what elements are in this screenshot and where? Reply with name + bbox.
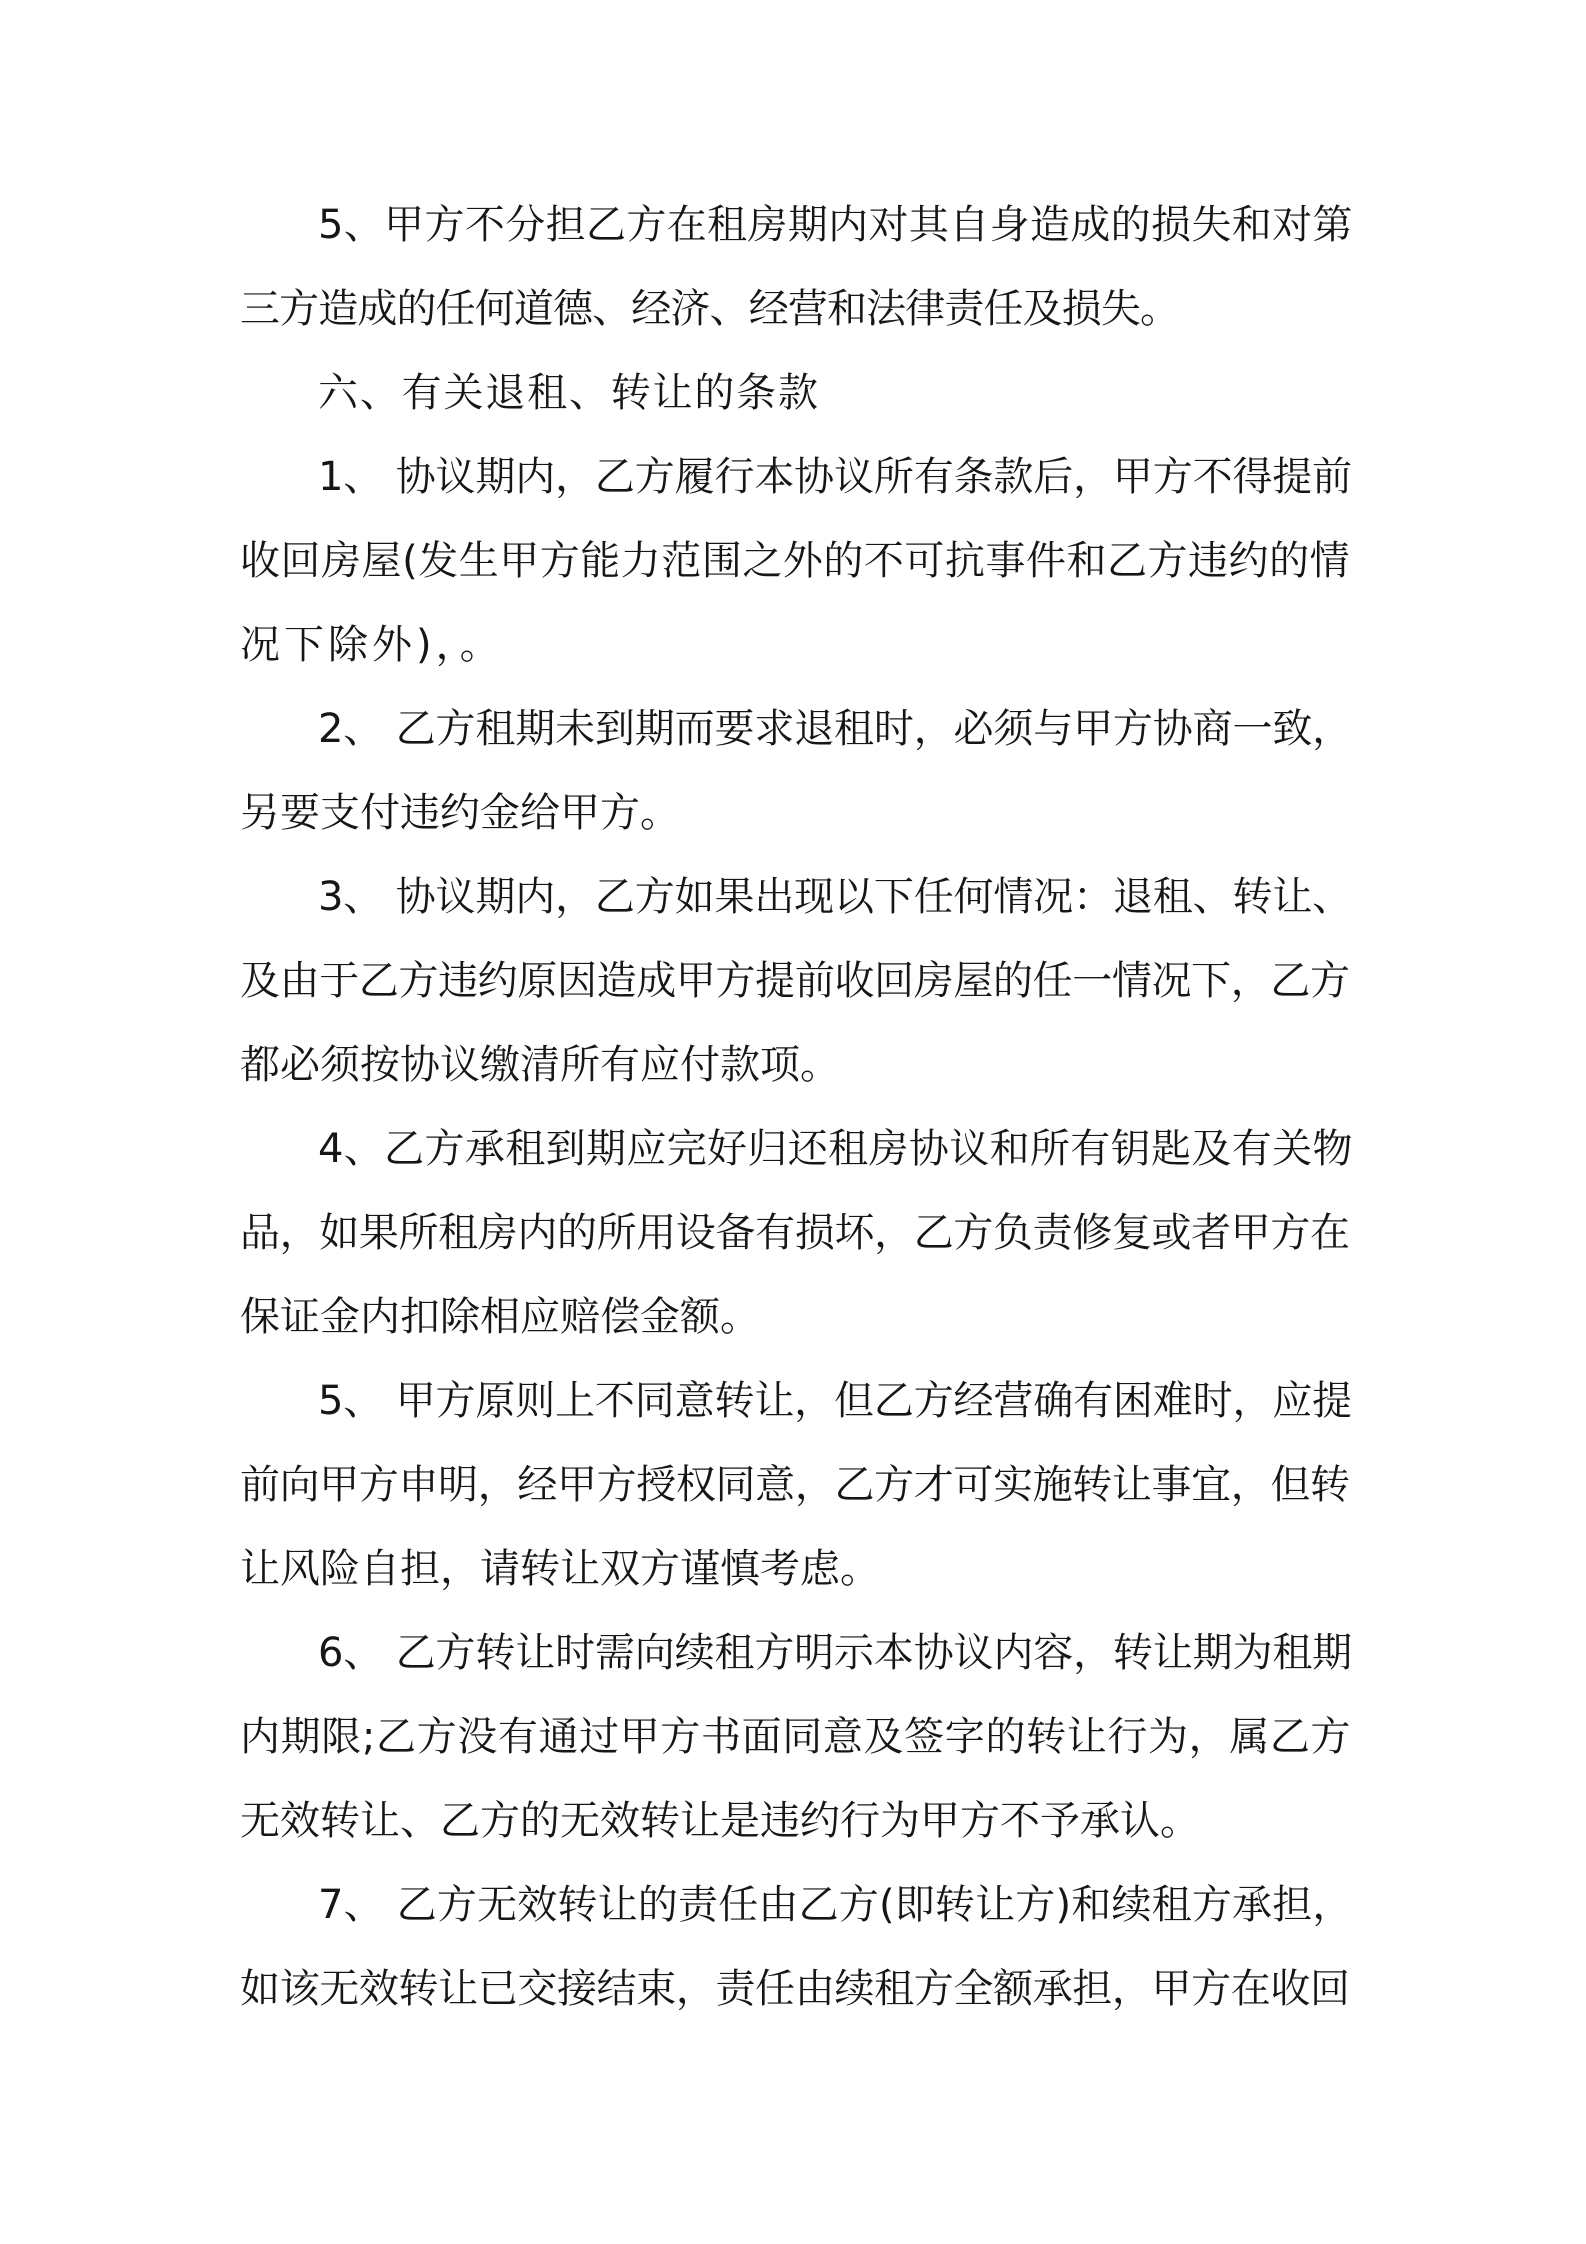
text-line: 3、 协议期内，乙方如果出现以下任何情况：退租、转让、 — [318, 874, 1353, 920]
text-line: 7、 乙方无效转让的责任由乙方(即转让方)和续租方承担， — [318, 1882, 1353, 1928]
section-heading: 六、有关退租、转让的条款 — [318, 370, 820, 416]
text-line: 品，如果所租房内的所用设备有损坏，乙方负责修复或者甲方在 — [240, 1210, 1350, 1256]
text-line: 前向甲方申明，经甲方授权同意，乙方才可实施转让事宜，但转 — [240, 1462, 1350, 1508]
text-line: 6、 乙方转让时需向续租方明示本协议内容，转让期为租期 — [318, 1630, 1353, 1676]
text-line: 无效转让、乙方的无效转让是违约行为甲方不予承认。 — [240, 1798, 1200, 1844]
text-line: 三方造成的任何道德、经济、经营和法律责任及损失。 — [240, 286, 1180, 332]
text-line: 都必须按协议缴清所有应付款项。 — [240, 1042, 840, 1088]
text-line: 保证金内扣除相应赔偿金额。 — [240, 1294, 760, 1340]
text-line: 内期限;乙方没有通过甲方书面同意及签字的转让行为，属乙方 — [240, 1714, 1352, 1760]
text-line: 5、甲方不分担乙方在租房期内对其自身造成的损失和对第 — [318, 202, 1353, 248]
text-line: 如该无效转让已交接结束，责任由续租方全额承担，甲方在收回 — [240, 1966, 1350, 2012]
text-line: 2、 乙方租期未到期而要求退租时，必须与甲方协商一致， — [318, 706, 1353, 752]
text-line: 况下除外)，。 — [240, 622, 504, 668]
text-line: 5、 甲方原则上不同意转让，但乙方经营确有困难时，应提 — [318, 1378, 1353, 1424]
text-line: 收回房屋(发生甲方能力范围之外的不可抗事件和乙方违约的情 — [240, 538, 1351, 584]
text-line: 另要支付违约金给甲方。 — [240, 790, 680, 836]
text-line: 让风险自担，请转让双方谨慎考虑。 — [240, 1546, 880, 1592]
text-line: 4、乙方承租到期应完好归还租房协议和所有钥匙及有关物 — [318, 1126, 1353, 1172]
text-line: 1、 协议期内，乙方履行本协议所有条款后，甲方不得提前 — [318, 454, 1353, 500]
text-line: 及由于乙方违约原因造成甲方提前收回房屋的任一情况下，乙方 — [240, 958, 1350, 1004]
